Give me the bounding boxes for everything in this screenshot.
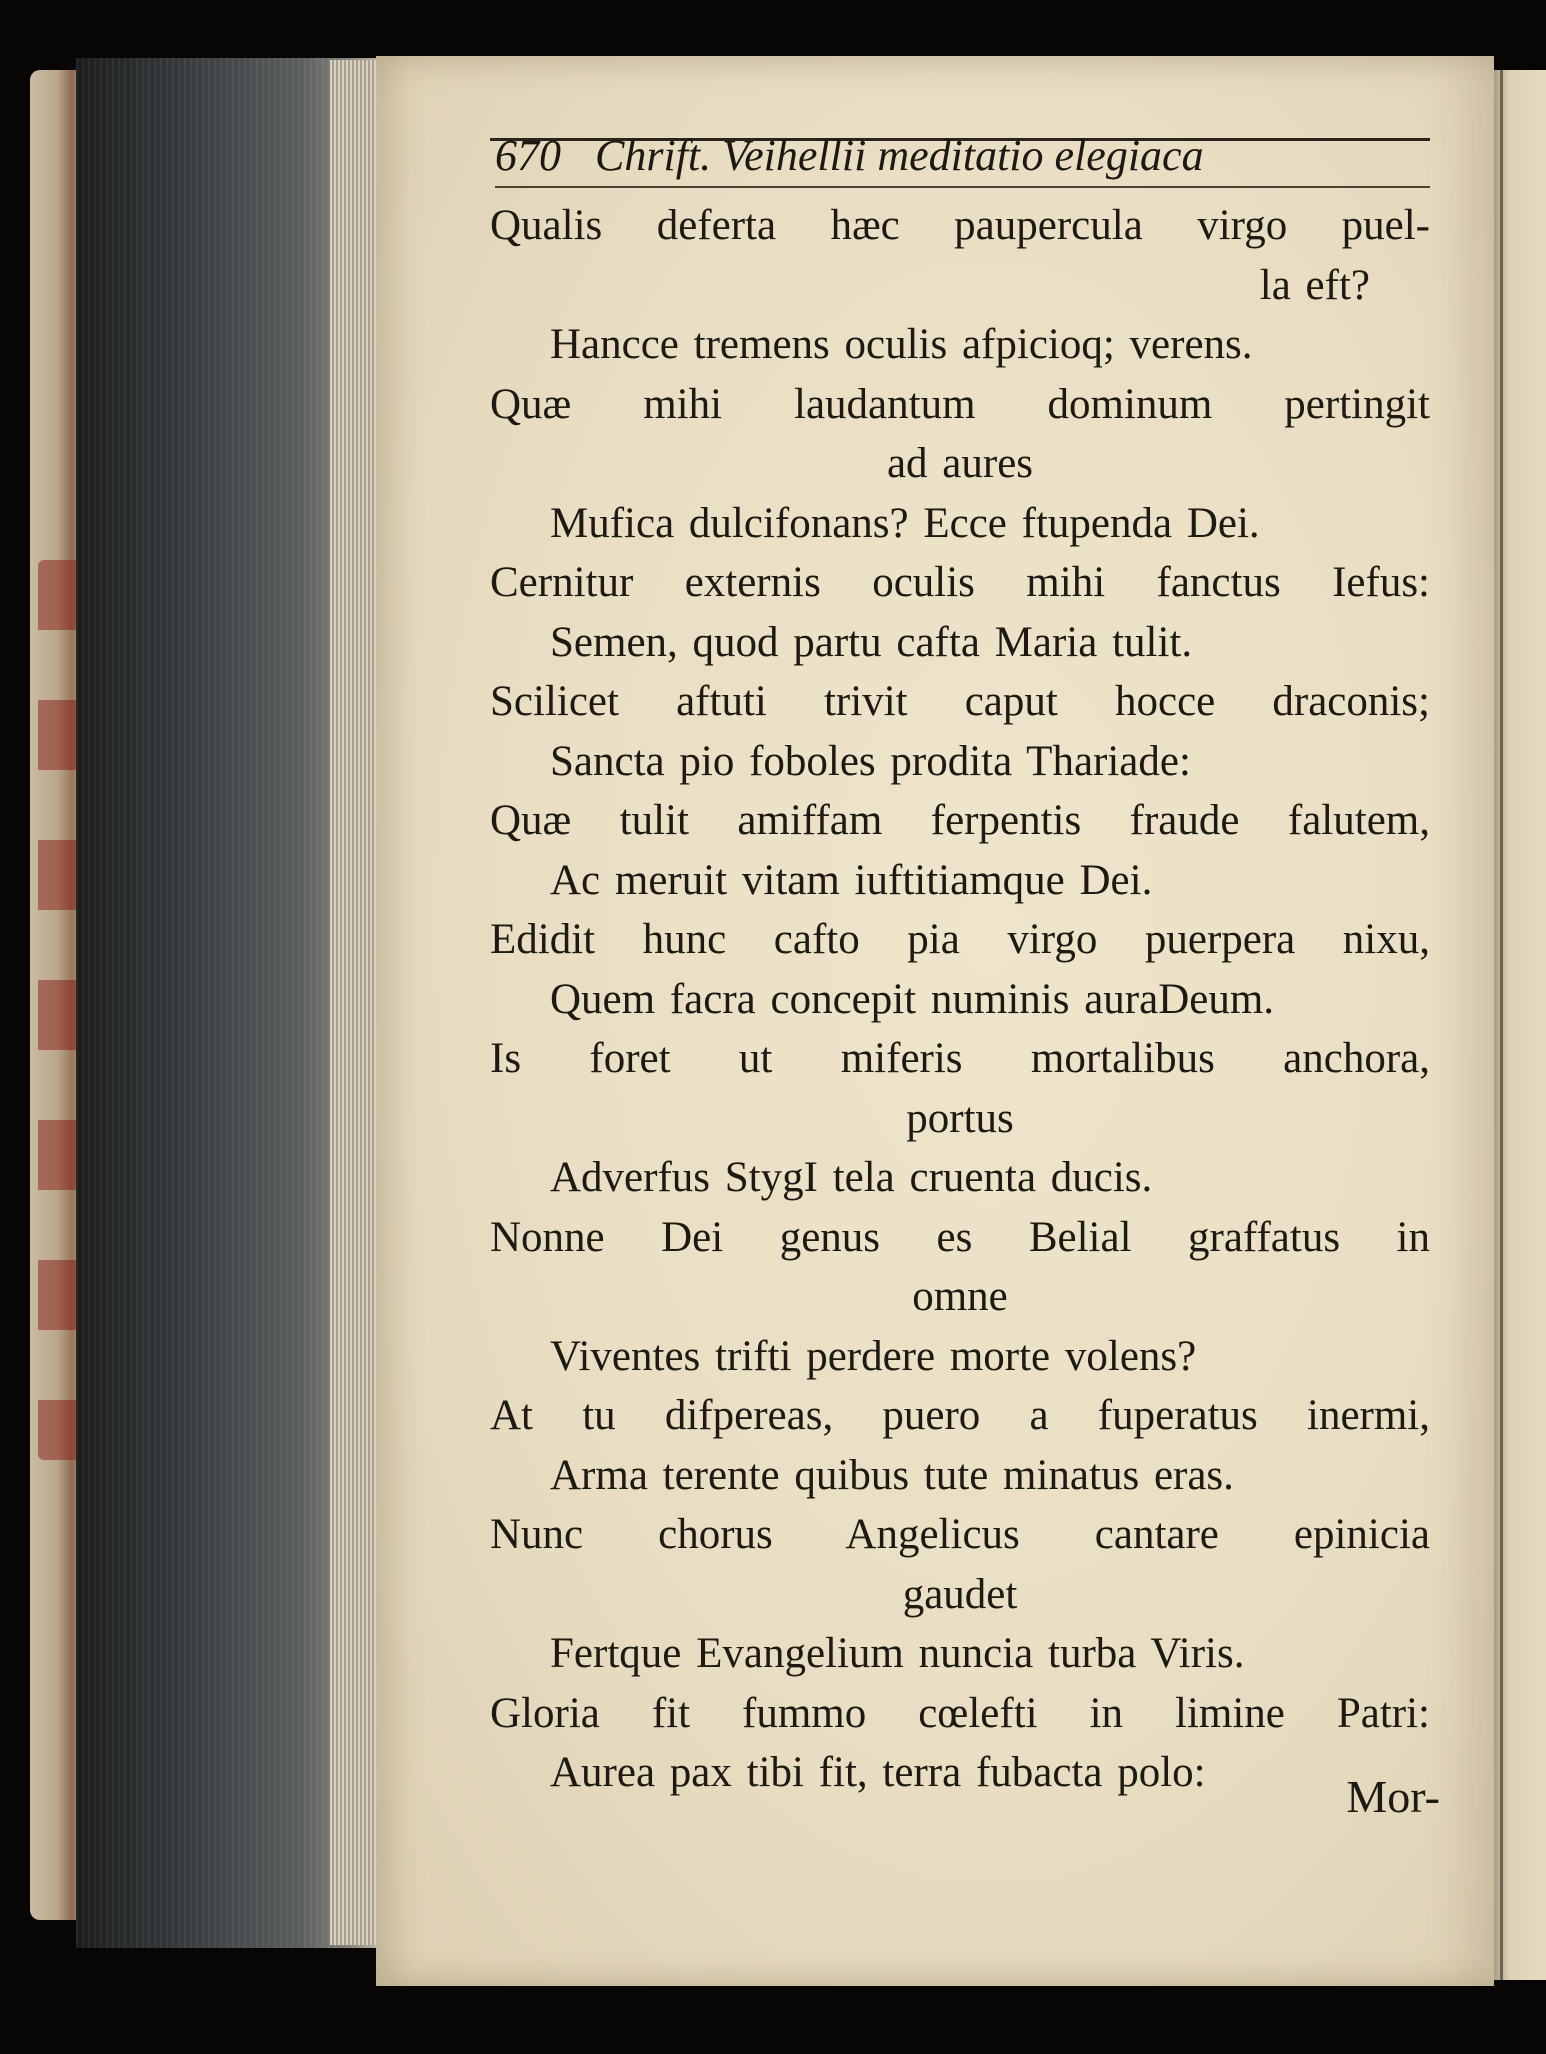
- running-head: [495, 130, 1430, 190]
- verse-line: Qualis deferta hæc paupercula virgo puel-: [490, 202, 1430, 249]
- verse-text: [490, 196, 1430, 1803]
- verse-line: Is foret ut miferis mortalibus anchora,: [490, 1035, 1430, 1082]
- verse-line: Cernitur externis oculis mihi fanctus Iefus:: [490, 559, 1430, 606]
- catchword: Mor-: [1346, 1771, 1440, 1822]
- verse-line: omne: [912, 1273, 1008, 1320]
- verse-line: Ac meruit vitam iuftitiamque Dei.: [550, 856, 1153, 904]
- verse-line: Edidit hunc cafto pia virgo puerpera nixu,: [490, 916, 1430, 963]
- verse-line: Scilicet aftuti trivit caput hocce draconis;: [490, 678, 1430, 725]
- header-underline: [495, 186, 1430, 188]
- verse-line: Fertque Evangelium nuncia turba Viris.: [550, 1630, 1245, 1677]
- verse-line: Quæ mihi laudantum dominum pertingit: [490, 380, 1430, 428]
- verse-line: Quem facra concepit numinis auraDeum.: [550, 975, 1275, 1023]
- verse-line: Aurea pax tibi fit, terra fubacta polo:: [550, 1749, 1206, 1796]
- verse-line: gaudet: [902, 1570, 1018, 1618]
- verse-line: la eft?: [1259, 261, 1370, 309]
- verse-line: Mufica dulcifonans? Ecce ftupenda Dei.: [550, 499, 1260, 547]
- verse-line: Adverfus StygI tela cruenta ducis.: [550, 1154, 1153, 1201]
- gutter-shadow: [1500, 70, 1503, 1980]
- verse-line: Sancta pio foboles prodita Thariade:: [550, 737, 1191, 785]
- verse-line: Gloria fit fummo cœlefti in limine Patri:: [490, 1689, 1430, 1737]
- verse-line: Nonne Dei genus es Belial graffatus in: [490, 1213, 1430, 1261]
- verse-line: Hancce tremens oculis afpicioq; verens.: [550, 321, 1253, 368]
- verse-line: Arma terente quibus tute minatus eras.: [550, 1451, 1234, 1499]
- verse-line: Viventes trifti perdere morte volens?: [550, 1332, 1197, 1380]
- page-leaves: [330, 60, 380, 1945]
- verse-line: Nunc chorus Angelicus cantare epinicia: [490, 1511, 1430, 1558]
- page-number: 670: [495, 131, 561, 180]
- verse-line: Semen, quod partu cafta Maria tulit.: [550, 618, 1193, 666]
- verse-line: ad aures: [886, 440, 1034, 487]
- running-title: Chrift. Veihellii meditatio elegiaca: [595, 131, 1204, 180]
- verse-line: At tu difpereas, puero a fuperatus inermi,: [490, 1392, 1430, 1439]
- verse-line: portus: [906, 1094, 1014, 1142]
- verse-line: Quæ tulit amiffam ferpentis fraude falutem,: [490, 797, 1430, 844]
